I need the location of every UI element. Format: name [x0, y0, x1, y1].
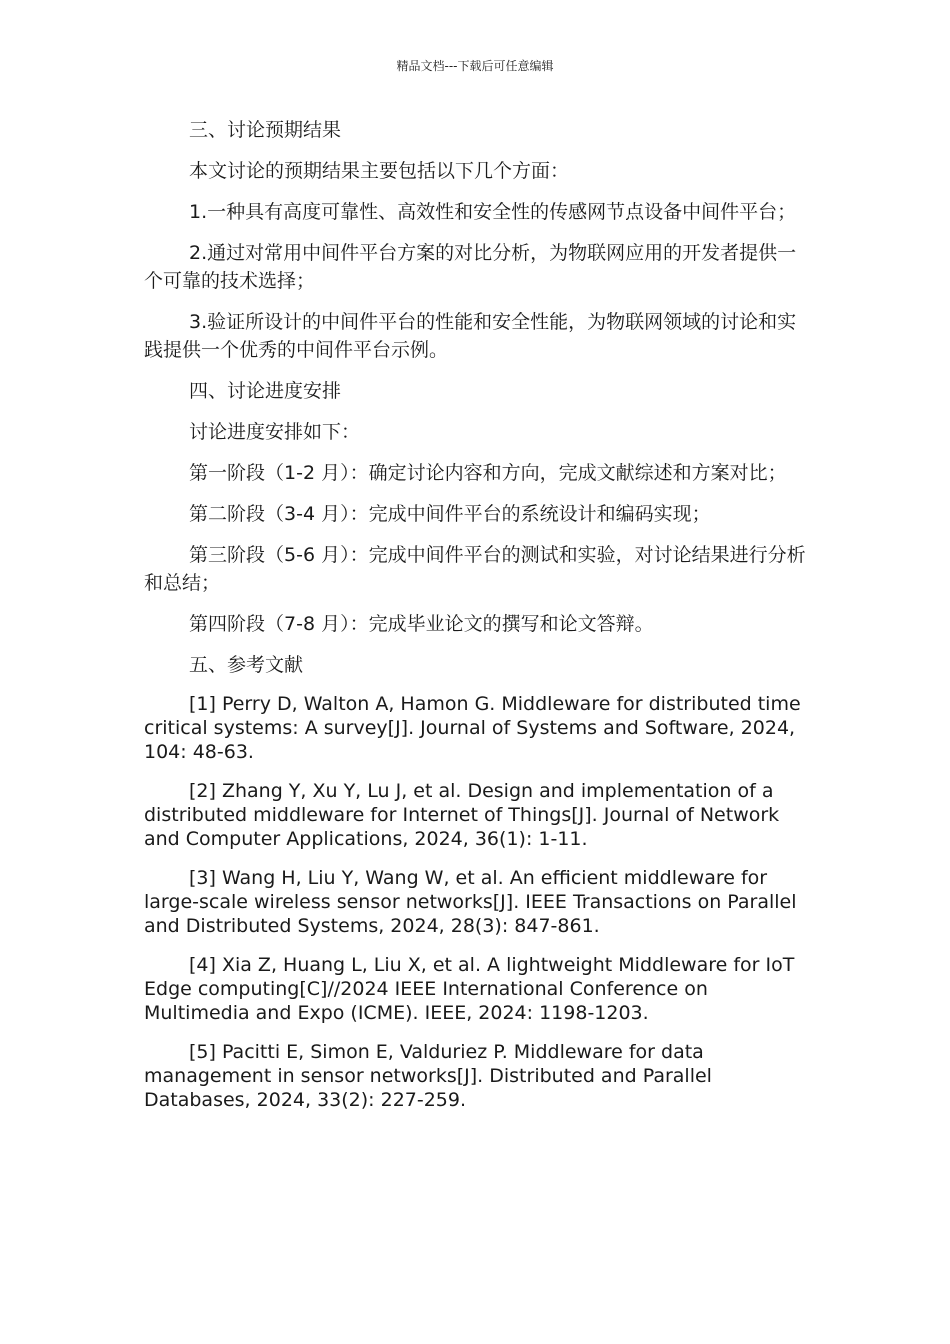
reference-item: [4] Xia Z, Huang L, Liu X, et al. A lightweight Middleware for IoT Edge computing[C]//2024 IEEE International Conference on Multimedia and Expo (ICME). IEEE, 2024: 1198-1203.	[144, 954, 795, 1024]
page-header: 精品文档---下载后可任意编辑	[396, 59, 554, 73]
reference-item: [3] Wang H, Liu Y, Wang W, et al. An efficient middleware for large-scale wireless sensor networks[J]. IEEE Transactions on Parallel and Distributed Systems, 2024, 28(3): 847-861.	[144, 867, 797, 937]
schedule-stage-2: 第二阶段（3-4 月）：完成中间件平台的系统设计和编码实现；	[189, 503, 711, 525]
expected-results-intro: 本文讨论的预期结果主要包括以下几个方面：	[189, 160, 570, 182]
reference-item: [1] Perry D, Walton A, Hamon G. Middleware for distributed time critical systems: A survey[J]. Journal of Systems and Software, 2024, 104: 48-63.	[144, 693, 801, 763]
section-heading-schedule: 四、讨论进度安排	[189, 380, 342, 402]
expected-result-item-3: 3.验证所设计的中间件平台的性能和安全性能，为物联网领域的讨论和实践提供一个优秀的中间件平台示例。	[144, 311, 797, 361]
section-heading-expected-results: 三、讨论预期结果	[189, 119, 342, 141]
schedule-stage-4: 第四阶段（7-8 月）：完成毕业论文的撰写和论文答辩。	[189, 613, 654, 635]
reference-item: [5] Pacitti E, Simon E, Valduriez P. Middleware for data management in sensor networks[J]. Distributed and Parallel Databases, 2024, 33(2): 227-259.	[144, 1041, 712, 1111]
expected-result-item-1: 1.一种具有高度可靠性、高效性和安全性的传感网节点设备中间件平台；	[189, 201, 797, 223]
expected-result-item-2: 2.通过对常用中间件平台方案的对比分析，为物联网应用的开发者提供一个可靠的技术选择；	[144, 242, 797, 292]
document-body	[144, 116, 812, 1127]
schedule-intro: 讨论进度安排如下：	[189, 421, 361, 443]
schedule-stage-3: 第三阶段（5-6 月）：完成中间件平台的测试和实验，对讨论结果进行分析和总结；	[144, 544, 806, 594]
schedule-stage-1: 第一阶段（1-2 月）：确定讨论内容和方向，完成文献综述和方案对比；	[189, 462, 787, 484]
reference-item: [2] Zhang Y, Xu Y, Lu J, et al. Design and implementation of a distributed middleware for Internet of Things[J]. Journal of Network and Computer Applications, 2024, 36(1): 1-11.	[144, 780, 780, 850]
section-heading-references: 五、参考文献	[189, 654, 304, 676]
reference-list	[144, 692, 812, 1112]
